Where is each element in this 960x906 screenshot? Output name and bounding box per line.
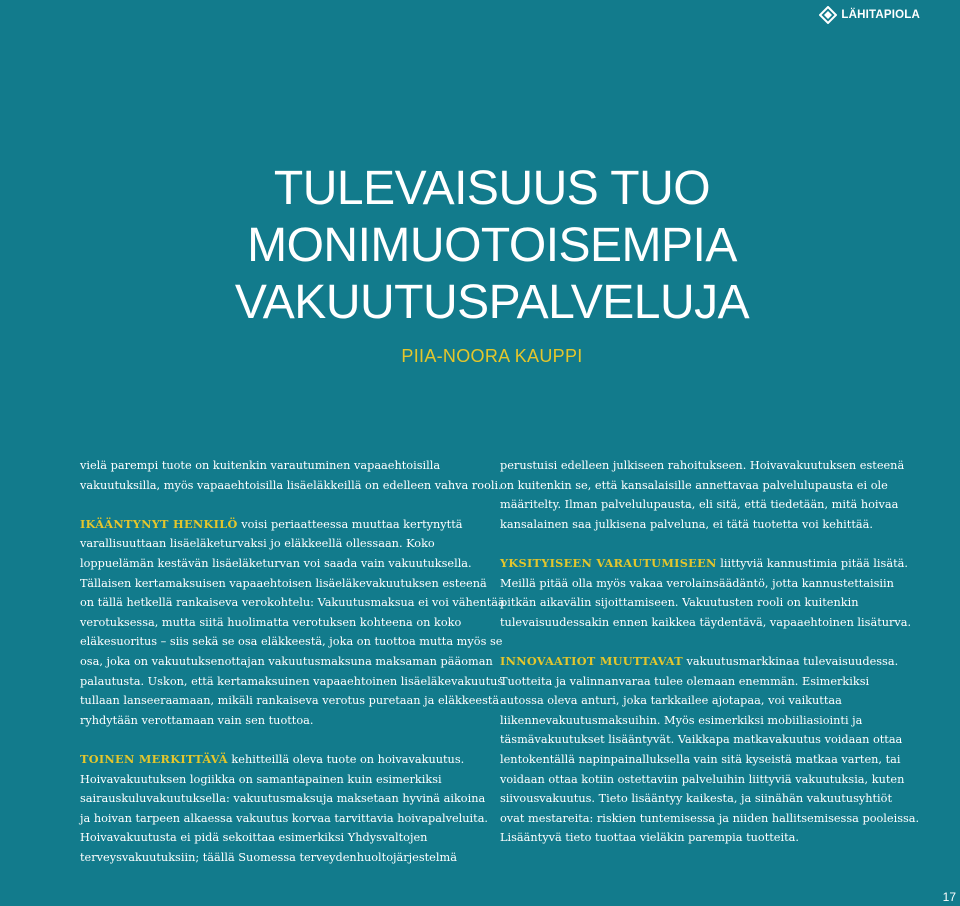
body-line: pitkän aikavälin sijoittamiseen. Vakuutusten rooli on kuitenkin <box>500 596 859 610</box>
section-first-line <box>500 554 919 574</box>
body-line: Tällaisen kertamaksuisen vapaaehtoisen lisäeläkevakuutuksen esteenä <box>80 576 487 590</box>
body-line: liikennevakuutusmaksuihin. Myös esimerkiksi mobiiliasiointi ja <box>500 713 863 727</box>
section-heading: INNOVAATIOT MUUTTAVAT <box>500 653 683 668</box>
body-line: verotuksessa, mutta siitä huolimatta verotuksen kohteena on koko <box>80 615 462 629</box>
body-line: tullaan lanseeraamaan, mikäli rankaiseva verotus puretaan ja eläkkeestä <box>80 694 500 708</box>
body-line: Meillä pitää olla myös vakaa verolainsäädäntö, jotta kannustettaisiin <box>500 576 894 590</box>
body-line: sairauskuluvakuutuksella: vakuutusmaksuja maksetaan hyvinä aikoina <box>80 792 486 806</box>
body-text: vakuutusmarkkinaa tulevaisuudessa. <box>682 654 899 668</box>
body-line: Hoivavakuutusta ei pidä sekoittaa esimerkiksi Yhdysvaltojen <box>80 831 428 845</box>
body-line: ovat mestareita: riskien tuntemisessa ja niiden hallitsemisessa pooleissa. <box>500 811 920 825</box>
brand-logo <box>819 6 920 24</box>
body-text: kehitteillä oleva tuote on hoivavakuutus. <box>227 752 465 766</box>
article-title <box>0 160 960 331</box>
body-line: siivousvakuutus. Tieto lisääntyy kaikesta, ja siinähän vakuutusyhtiöt <box>500 792 893 806</box>
section-heading: TOINEN MERKITTÄVÄ <box>80 751 228 766</box>
body-line: palautusta. Uskon, että kertamaksuinen vapaaehtoinen lisäeläkevakuutus <box>80 674 504 688</box>
body-line: Tuotteita ja valinnanvaraa tulee olemaan enemmän. Esimerkiksi <box>500 674 870 688</box>
section-heading: YKSITYISEEN VARAUTUMISEEN <box>500 555 717 570</box>
body-line: ja hoivan tarpeen alkaessa vakuutus korvaa tarvittavia hoivapalveluita. <box>80 811 489 825</box>
diamond-logo-icon <box>819 6 837 24</box>
body-line: voidaan ottaa kotiin ostettaviin palveluihin liittyviä vakuutuksia, kuten <box>500 772 905 786</box>
body-line: terveysvakuutuksiin; täällä Suomessa terveydenhuoltojärjestelmä <box>80 850 457 864</box>
body-line: Hoivavakuutuksen logiikka on samantapainen kuin esimerkiksi <box>80 772 442 786</box>
section-first-line <box>500 652 919 672</box>
title-line: TULEVAISUUS TUO <box>273 162 711 215</box>
page-number: 17 <box>942 890 956 904</box>
body-line: autossa oleva anturi, joka tarkkailee ajotapaa, voi vaikuttaa <box>500 694 842 708</box>
body-text: liittyviä kannustimia pitää lisätä. <box>716 556 908 570</box>
body-line: tulevaisuudessakin ennen kaikkea täydentävä, vapaaehtoinen lisäturva. <box>500 615 912 629</box>
body-line: vielä parempi tuote on kuitenkin varautuminen vapaaehtoisilla <box>80 459 441 472</box>
body-line: on tällä hetkellä rankaiseva verokohtelu: Vakuutusmaksua ei voi vähentää <box>80 596 505 610</box>
title-line: MONIMUOTOISEMPIA <box>247 219 737 272</box>
body-line: varallisuuttaan lisäeläketurvaksi jo eläkkeellä ollessaan. Koko <box>80 537 435 551</box>
body-line: loppuelämän kestävän lisäeläketurvan voi saada vain vakuutuksella. <box>80 556 472 570</box>
body-line: osa, joka on vakuutuksenottajan vakuutusmaksuna maksaman pääoman <box>80 654 493 668</box>
section-first-line <box>80 515 505 535</box>
left-column <box>80 456 505 867</box>
right-column <box>500 456 919 848</box>
body-line: lentokentällä napinpainalluksella vain sitä kyseistä matkaa varten, tai <box>500 752 901 766</box>
title-line: VAKUUTUSPALVELUJA <box>234 276 750 329</box>
body-line: täsmävakuutukset lisääntyvät. Vaikkapa matkavakuutus voidaan ottaa <box>500 733 903 747</box>
body-line: Lisääntyvä tieto tuottaa vieläkin parempia tuotteita. <box>500 831 799 845</box>
body-line: eläkesuoritus – siis sekä se osa eläkkeestä, joka on tuottoa mutta myös se <box>80 635 503 649</box>
body-text: voisi periaatteessa muuttaa kertynyttä <box>237 517 463 531</box>
body-line: vakuutuksilla, myös vapaaehtoisilla lisäeläkkeillä on edelleen vahva rooli. <box>80 478 502 492</box>
body-line: määritelty. Ilman palvelulupausta, eli sitä, että tiedetään, mitä hoivaa <box>500 498 899 512</box>
brand-name: LÄHITAPIOLA <box>841 9 920 21</box>
body-line: on kuitenkin se, että kansalaisille annettavaa palvelulupausta ei ole <box>500 478 888 492</box>
section-first-line <box>80 750 505 770</box>
body-line: ryhdytään verottamaan vain sen tuottoa. <box>80 713 314 727</box>
section-heading: IKÄÄNTYNYT HENKILÖ <box>80 516 238 531</box>
article-author: PIIA-NOORA KAUPPI <box>401 346 583 366</box>
body-line: kansalainen saa julkisena palveluna, ei tätä tuotetta voi kehittää. <box>500 517 873 531</box>
body-line: perustuisi edelleen julkiseen rahoitukseen. Hoivavakuutuksen esteenä <box>500 459 905 472</box>
